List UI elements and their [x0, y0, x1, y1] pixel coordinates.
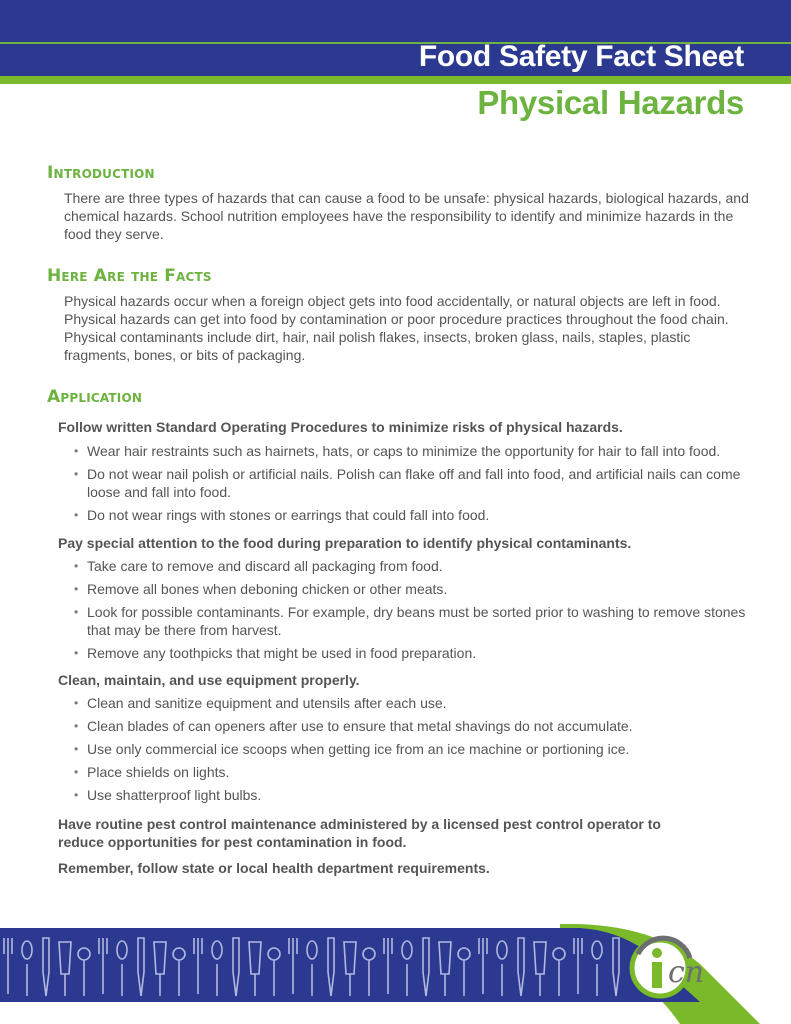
introduction-body: There are three types of hazards that can cause a food to be unsafe: physical hazards, biological hazards, and chemical hazards. School nutrition employees have the responsibility to identify and minimize hazards in the food they serve. — [64, 190, 749, 242]
footer-graphic — [0, 924, 791, 1024]
application-closing-1: Have routine pest control maintenance administered by a licensed pest control operator to reduce opportunities for pest contamination in food. — [58, 816, 661, 850]
list-item: • Use shatterproof light bulbs. — [72, 786, 752, 804]
header-green-band — [0, 76, 791, 84]
application-lead-1: Follow written Standard Operating Procedures to minimize risks of physical hazards. — [58, 419, 623, 435]
application-list-2 — [72, 557, 752, 667]
application-lead-3: Clean, maintain, and use equipment properly. — [58, 672, 360, 688]
application-heading: Application — [47, 387, 143, 407]
application-closing-2: Remember, follow state or local health department requirements. — [58, 860, 490, 876]
list-item: • Clean blades of can openers after use to ensure that metal shavings do not accumulate. — [72, 717, 752, 735]
list-item: • Remove any toothpicks that might be used in food preparation. — [72, 644, 752, 662]
list-item: • Wear hair restraints such as hairnets, hats, or caps to minimize the opportunity for hair to fall into food. — [72, 442, 752, 460]
list-item: • Clean and sanitize equipment and utensils after each use. — [72, 694, 752, 712]
logo-cn-text: cn — [668, 955, 705, 990]
page-subtitle: Physical Hazards — [477, 84, 744, 121]
list-item: • Take care to remove and discard all packaging from food. — [72, 557, 752, 575]
page-title: Food Safety Fact Sheet — [418, 40, 744, 73]
logo-i-stem-icon — [652, 962, 662, 988]
application-list-3 — [72, 694, 752, 809]
list-item: • Remove all bones when deboning chicken or other meats. — [72, 580, 752, 598]
logo-i-dot-icon — [652, 948, 662, 958]
facts-heading: Here Are the Facts — [47, 266, 212, 286]
introduction-heading: Introduction — [47, 163, 155, 183]
list-item: • Place shields on lights. — [72, 763, 752, 781]
list-item: • Look for possible contaminants. For example, dry beans must be sorted prior to washing to remove stones that may be there from harvest. — [72, 603, 752, 639]
application-list-1 — [72, 442, 752, 529]
list-item: • Use only commercial ice scoops when getting ice from an ice machine or portioning ice. — [72, 740, 752, 758]
list-item: • Do not wear rings with stones or earrings that could fall into food. — [72, 506, 752, 524]
application-lead-2: Pay special attention to the food during preparation to identify physical contaminants. — [58, 535, 632, 551]
list-item: • Do not wear nail polish or artificial nails. Polish can flake off and fall into food, and artificial nails can come loose and fall into food. — [72, 465, 752, 501]
footer-banner — [0, 924, 791, 1024]
facts-body: Physical hazards occur when a foreign object gets into food accidentally, or natural objects are left in food. Physical hazards can get into food by contamination or poor procedure practices throughout the food chain. Physical contaminants include dirt, hair, nail polish flakes, insects, broken glass, nails, staples, plastic fragments, bones, or bits of packaging. — [64, 293, 729, 363]
